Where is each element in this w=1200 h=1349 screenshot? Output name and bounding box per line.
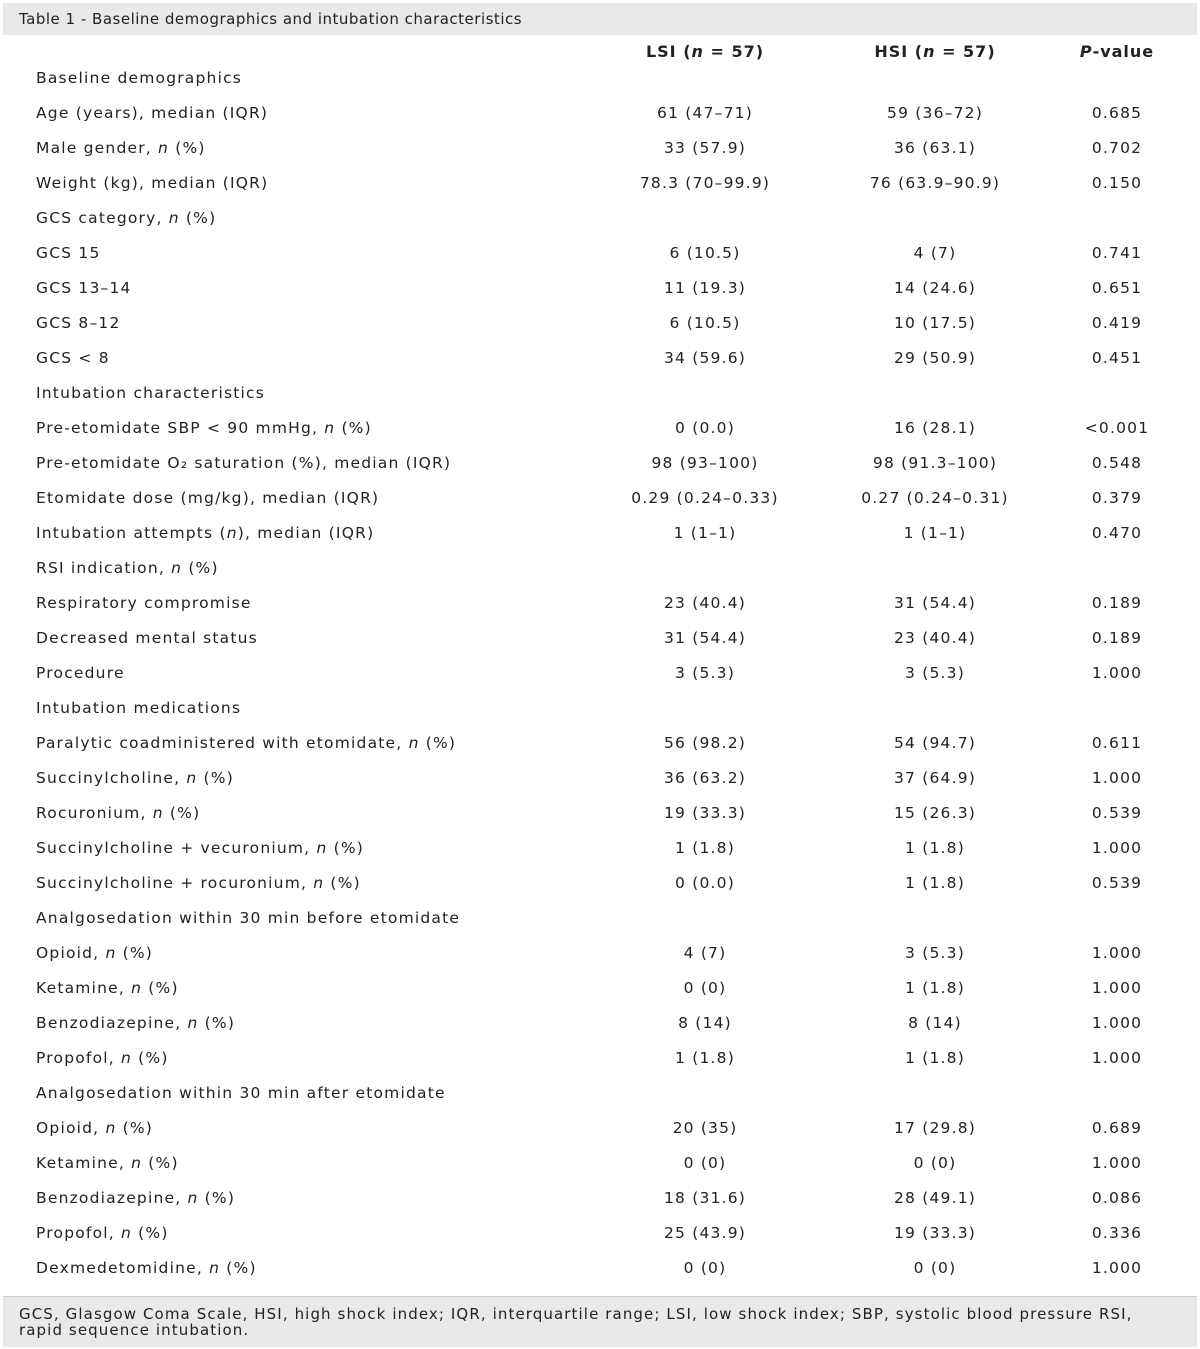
row-label: Intubation medications [36,699,242,717]
table-row [0,235,1200,270]
table-row [0,340,1200,375]
p-value: 0.741 [1091,244,1143,262]
lsi-value: 11 (19.3) [663,279,747,297]
row-label: Propofol, n (%) [36,1049,169,1067]
row-label: Ketamine, n (%) [36,979,179,997]
row-label: Procedure [36,664,125,682]
hsi-value: 36 (63.1) [893,139,977,157]
lsi-value: 3 (5.3) [675,664,735,682]
hsi-value: 17 (29.8) [893,1119,977,1137]
column-header-lsi-n: n [691,42,704,61]
column-header-hsi-prefix: HSI ( [874,42,924,61]
row-label: Intubation characteristics [36,384,266,402]
table-row [0,935,1200,970]
table-row [0,95,1200,130]
lsi-value: 0 (0.0) [675,874,735,892]
row-label: Paralytic coadministered with etomidate, n (%) [36,734,457,752]
lsi-value: 6 (10.5) [669,314,741,332]
table-title-bar [3,3,1197,35]
table-row [0,550,1200,585]
p-value: 0.685 [1091,104,1143,122]
hsi-value: 31 (54.4) [893,594,977,612]
p-value: 1.000 [1091,664,1143,682]
lsi-value: 23 (40.4) [663,594,747,612]
p-value: <0.001 [1084,419,1150,437]
row-label: Rocuronium, n (%) [36,804,201,822]
table-row [0,1005,1200,1040]
lsi-value: 4 (7) [683,944,727,962]
row-label: GCS 8–12 [36,314,121,332]
lsi-value: 36 (63.2) [663,769,747,787]
hsi-value: 4 (7) [913,244,957,262]
row-label: Opioid, n (%) [36,944,154,962]
lsi-value: 1 (1.8) [675,1049,735,1067]
table-row [0,970,1200,1005]
hsi-value: 15 (26.3) [893,804,977,822]
table-row [0,60,1200,95]
lsi-value: 0.29 (0.24–0.33) [631,489,779,507]
table-row [0,480,1200,515]
table-row [0,830,1200,865]
row-label: Analgosedation within 30 min after etomidate [36,1084,446,1102]
row-label: Weight (kg), median (IQR) [36,174,269,192]
hsi-value: 29 (50.9) [893,349,977,367]
p-value: 0.689 [1091,1119,1143,1137]
hsi-value: 1 (1.8) [905,1049,965,1067]
lsi-value: 1 (1.8) [675,839,735,857]
lsi-value: 19 (33.3) [663,804,747,822]
hsi-value: 8 (14) [908,1014,962,1032]
hsi-value: 1 (1.8) [905,979,965,997]
p-value: 1.000 [1091,944,1143,962]
p-value: 0.611 [1091,734,1143,752]
table-row [0,445,1200,480]
p-value: 1.000 [1091,1014,1143,1032]
row-label: Baseline demographics [36,69,243,87]
row-label: Succinylcholine, n (%) [36,769,234,787]
lsi-value: 0 (0) [683,1154,727,1172]
table-row [0,1215,1200,1250]
row-label: GCS 15 [36,244,101,262]
hsi-value: 0 (0) [913,1154,957,1172]
hsi-value: 0 (0) [913,1259,957,1277]
lsi-value: 61 (47–71) [657,104,753,122]
p-value: 1.000 [1091,839,1143,857]
table-body [0,60,1200,1285]
table-row [0,900,1200,935]
column-header-hsi [815,42,1055,61]
table-row [0,515,1200,550]
column-header-p-suffix: -value [1092,42,1155,61]
table-row [0,165,1200,200]
row-label: Age (years), median (IQR) [36,104,269,122]
lsi-value: 34 (59.6) [663,349,747,367]
p-value: 0.336 [1091,1224,1143,1242]
lsi-value: 98 (93–100) [651,454,759,472]
table-row [0,200,1200,235]
hsi-value: 98 (91.3–100) [872,454,998,472]
p-value: 0.702 [1091,139,1143,157]
lsi-value: 31 (54.4) [663,629,747,647]
row-label: Respiratory compromise [36,594,252,612]
hsi-value: 28 (49.1) [893,1189,977,1207]
hsi-value: 23 (40.4) [893,629,977,647]
lsi-value: 18 (31.6) [663,1189,747,1207]
p-value: 0.539 [1091,804,1143,822]
table-row [0,305,1200,340]
p-value: 0.189 [1091,594,1143,612]
lsi-value: 0 (0) [683,979,727,997]
table-row [0,375,1200,410]
column-header-lsi-suffix: = 57) [703,42,765,61]
p-value: 0.419 [1091,314,1143,332]
row-label: Opioid, n (%) [36,1119,154,1137]
table-row [0,1075,1200,1110]
table-row [0,1250,1200,1285]
table-row [0,585,1200,620]
hsi-value: 10 (17.5) [893,314,977,332]
hsi-value: 1 (1.8) [905,874,965,892]
column-header-lsi-prefix: LSI ( [645,42,692,61]
p-value: 1.000 [1091,1154,1143,1172]
row-label: Pre-etomidate SBP < 90 mmHg, n (%) [36,419,372,437]
table-row [0,270,1200,305]
row-label: GCS < 8 [36,349,110,367]
lsi-value: 8 (14) [678,1014,732,1032]
hsi-value: 19 (33.3) [893,1224,977,1242]
row-label: Propofol, n (%) [36,1224,169,1242]
lsi-value: 78.3 (70–99.9) [639,174,771,192]
p-value: 0.150 [1091,174,1143,192]
table-footnote-bar [3,1296,1197,1347]
lsi-value: 1 (1–1) [673,524,737,542]
row-label: RSI indication, n (%) [36,559,219,577]
row-label: Male gender, n (%) [36,139,206,157]
column-header-p-letter: P [1079,42,1093,61]
lsi-value: 33 (57.9) [663,139,747,157]
lsi-value: 20 (35) [672,1119,738,1137]
hsi-value: 3 (5.3) [905,664,965,682]
row-label: Benzodiazepine, n (%) [36,1189,236,1207]
table-row [0,725,1200,760]
p-value: 1.000 [1091,769,1143,787]
table-row [0,1040,1200,1075]
lsi-value: 25 (43.9) [663,1224,747,1242]
p-value: 0.539 [1091,874,1143,892]
row-label: GCS 13–14 [36,279,132,297]
row-label: Succinylcholine + rocuronium, n (%) [36,874,361,892]
p-value: 0.651 [1091,279,1143,297]
table-row [0,410,1200,445]
table-row [0,1180,1200,1215]
p-value: 0.086 [1091,1189,1143,1207]
p-value: 0.451 [1091,349,1143,367]
row-label: Ketamine, n (%) [36,1154,179,1172]
table-row [0,130,1200,165]
hsi-value: 59 (36–72) [887,104,983,122]
row-label: Pre-etomidate O₂ saturation (%), median (IQR) [36,454,452,472]
column-header-hsi-n: n [923,42,936,61]
table-row [0,1145,1200,1180]
lsi-value: 0 (0.0) [675,419,735,437]
table-title: Table 1 - Baseline demographics and intubation characteristics [19,10,523,28]
p-value: 1.000 [1091,1049,1143,1067]
row-label: Succinylcholine + vecuronium, n (%) [36,839,365,857]
table-footnote: GCS, Glasgow Coma Scale, HSI, high shock index; IQR, interquartile range; LSI, low shock index; SBP, systolic blood pressure RSI, rapid sequence intubation. [19,1305,1133,1339]
p-value: 0.379 [1091,489,1143,507]
column-header-p-value [1057,42,1177,61]
table-row [0,760,1200,795]
hsi-value: 1 (1.8) [905,839,965,857]
hsi-value: 14 (24.6) [893,279,977,297]
hsi-value: 37 (64.9) [893,769,977,787]
row-label: Intubation attempts (n), median (IQR) [36,524,375,542]
p-value: 0.470 [1091,524,1143,542]
table-row [0,795,1200,830]
row-label: Benzodiazepine, n (%) [36,1014,236,1032]
hsi-value: 76 (63.9–90.9) [869,174,1001,192]
p-value: 0.548 [1091,454,1143,472]
lsi-value: 56 (98.2) [663,734,747,752]
column-header-hsi-suffix: = 57) [935,42,996,61]
lsi-value: 6 (10.5) [669,244,741,262]
table-row [0,690,1200,725]
row-label: Decreased mental status [36,629,258,647]
lsi-value: 0 (0) [683,1259,727,1277]
p-value: 0.189 [1091,629,1143,647]
hsi-value: 54 (94.7) [893,734,977,752]
table-row [0,655,1200,690]
hsi-value: 1 (1–1) [903,524,967,542]
p-value: 1.000 [1091,979,1143,997]
table-row [0,1110,1200,1145]
hsi-value: 16 (28.1) [893,419,977,437]
column-header-lsi [585,42,825,61]
p-value: 1.000 [1091,1259,1143,1277]
table-row [0,620,1200,655]
row-label: Analgosedation within 30 min before etomidate [36,909,461,927]
row-label: Dexmedetomidine, n (%) [36,1259,257,1277]
table-row [0,865,1200,900]
hsi-value: 0.27 (0.24–0.31) [861,489,1009,507]
row-label: Etomidate dose (mg/kg), median (IQR) [36,489,380,507]
hsi-value: 3 (5.3) [905,944,965,962]
row-label: GCS category, n (%) [36,209,217,227]
